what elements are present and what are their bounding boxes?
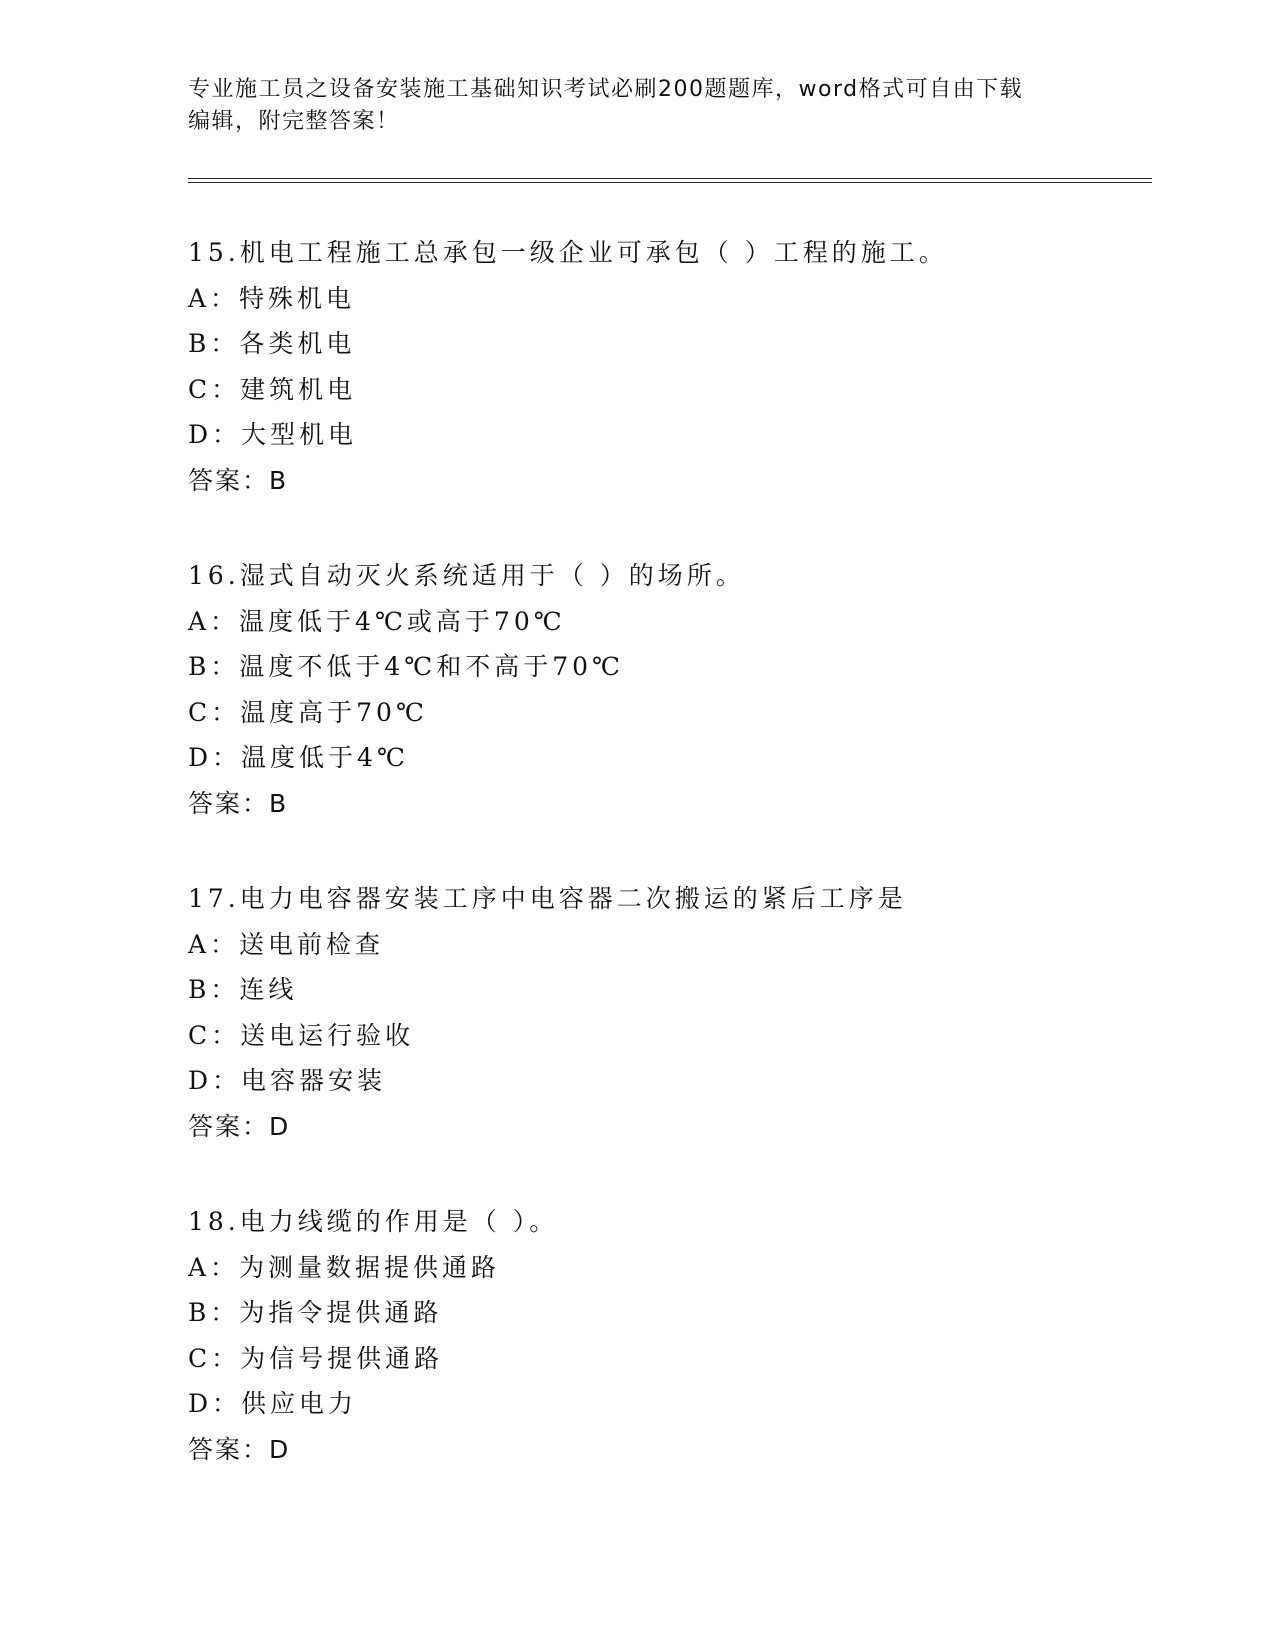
option-d: D：温度低于4℃ — [188, 743, 409, 772]
answer: 答案：D — [188, 1434, 291, 1464]
answer: 答案：D — [188, 1111, 291, 1141]
header-divider-top — [188, 178, 1152, 179]
header-line-1: 专业施工员之设备安装施工基础知识考试必刷200题题库，word格式可自由下载 — [188, 77, 1024, 102]
option-d: D：电容器安装 — [188, 1066, 387, 1095]
question-stem: 17.电力电容器安装工序中电容器二次搬运的紧后工序是 — [188, 884, 907, 913]
option-a: A：温度低于4℃或高于70℃ — [188, 606, 566, 636]
option-c: C：送电运行验收 — [188, 1020, 415, 1050]
option-a: A：特殊机电 — [188, 283, 356, 313]
option-d: D：大型机电 — [188, 420, 358, 449]
option-b: B：温度不低于4℃和不高于70℃ — [188, 652, 625, 681]
question-15 — [188, 230, 1148, 503]
option-b: B：各类机电 — [188, 329, 356, 358]
answer: 答案：B — [188, 465, 289, 495]
option-b: B：连线 — [188, 975, 298, 1004]
question-stem: 18.电力线缆的作用是（ ）。 — [188, 1207, 559, 1236]
option-c: C：建筑机电 — [188, 374, 357, 404]
option-a: A：为测量数据提供通路 — [188, 1252, 501, 1282]
header-line-2: 编辑，附完整答案！ — [188, 109, 400, 134]
option-a: A：送电前检查 — [188, 929, 385, 959]
question-stem: 16.湿式自动灭火系统适用于（ ）的场所。 — [188, 561, 745, 590]
question-list — [188, 230, 1148, 1522]
option-c: C：为信号提供通路 — [188, 1343, 444, 1373]
document-header — [188, 74, 1088, 138]
question-stem: 15.机电工程施工总承包一级企业可承包（ ）工程的施工。 — [188, 238, 948, 267]
question-18 — [188, 1199, 1148, 1472]
answer: 答案：B — [188, 788, 289, 818]
question-16 — [188, 553, 1148, 826]
header-divider-bottom — [188, 182, 1152, 183]
option-d: D：供应电力 — [188, 1389, 358, 1418]
option-c: C：温度高于70℃ — [188, 697, 428, 727]
question-17 — [188, 876, 1148, 1149]
option-b: B：为指令提供通路 — [188, 1298, 443, 1327]
